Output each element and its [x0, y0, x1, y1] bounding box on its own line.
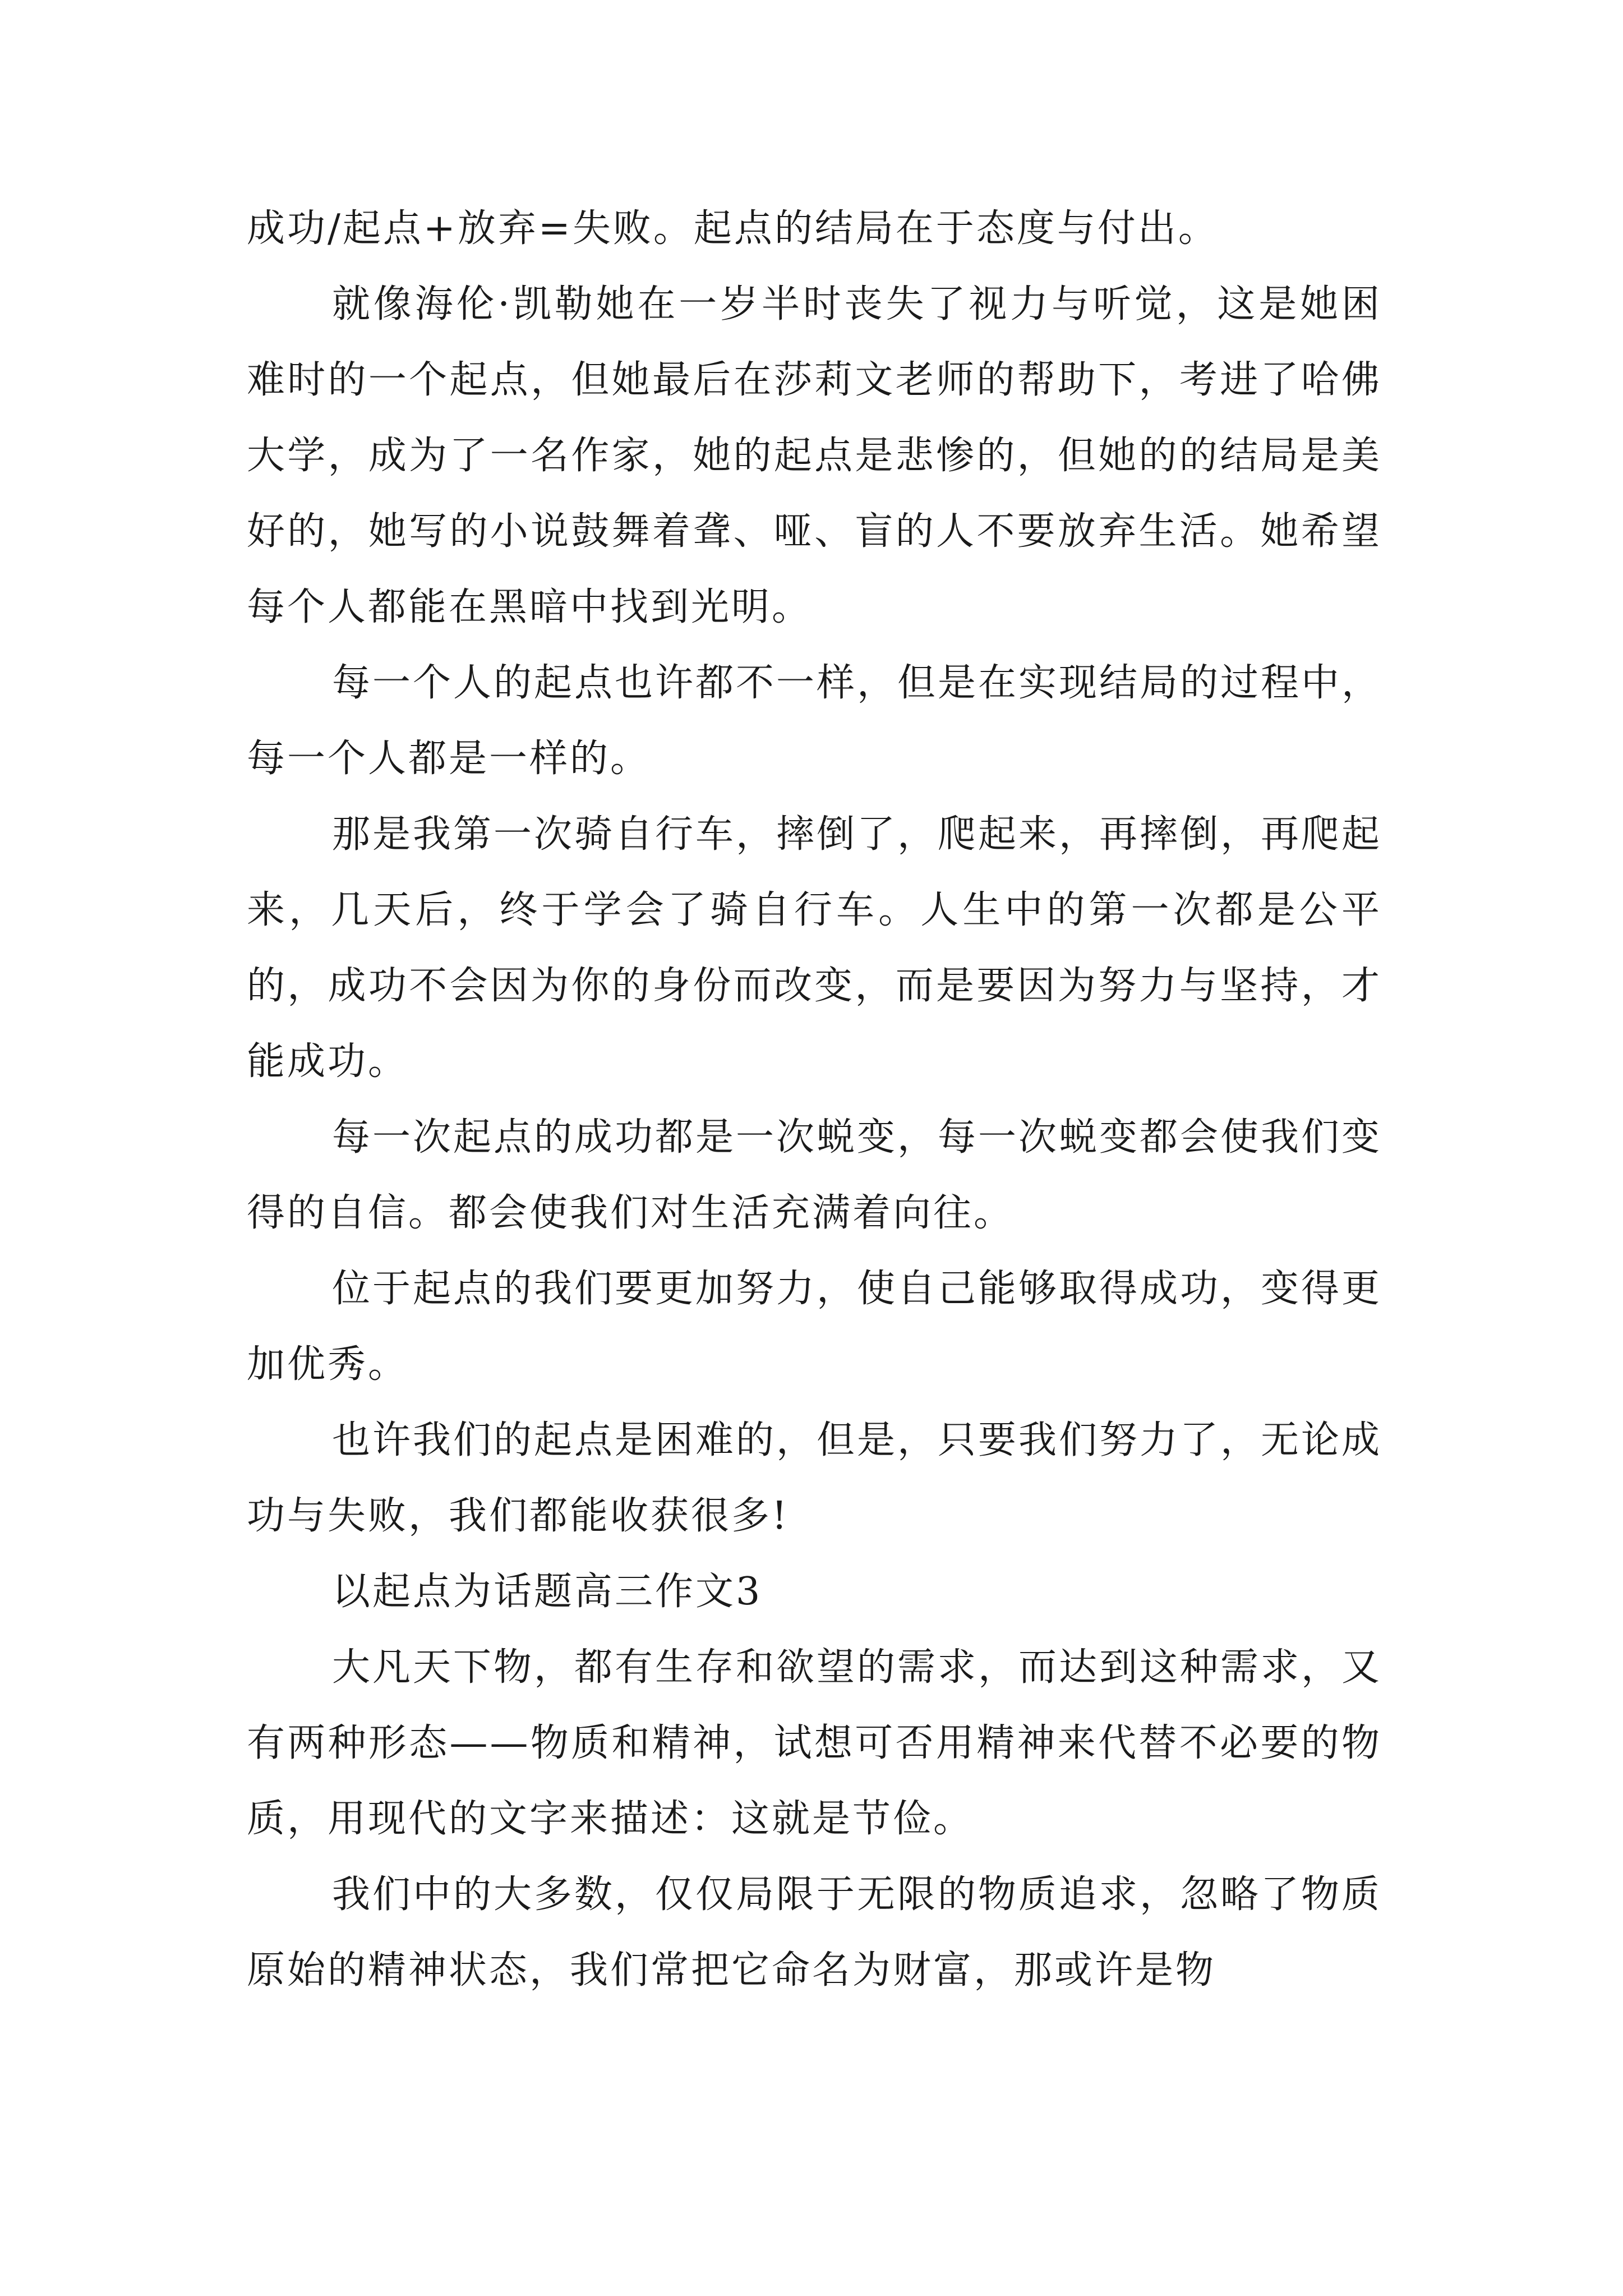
paragraph: 成功/起点+放弃=失败。起点的结局在于态度与付出。: [247, 206, 1219, 251]
paragraph: 大凡天下物，都有生存和欲望的需求，而达到这种需求，又有两种形态——物质和精神，试想可否用精神来代替不必要的物质，用现代的文字来描述：这就是节俭。: [247, 1645, 1382, 1841]
paragraph: 每一个人的起点也许都不一样，但是在实现结局的过程中，每一个人都是一样的。: [247, 661, 1382, 781]
paragraph: 我们中的大多数，仅仅局限于无限的物质追求，忽略了物质原始的精神状态，我们常把它命名为财富，那或许是物: [247, 1872, 1382, 1993]
paragraph: 那是我第一次骑自行车，摔倒了，爬起来，再摔倒，再爬起来，几天后，终于学会了骑自行车。人生中的第一次都是公平的，成功不会因为你的身份而改变，而是要因为努力与坚持，才能成功。: [247, 812, 1382, 1084]
paragraph: 也许我们的起点是困难的，但是，只要我们努力了，无论成功与失败，我们都能收获很多!: [247, 1418, 1382, 1538]
paragraph: 每一次起点的成功都是一次蜕变，每一次蜕变都会使我们变得的自信。都会使我们对生活充满着向往。: [247, 1115, 1382, 1235]
paragraph: 就像海伦·凯勒她在一岁半时丧失了视力与听觉，这是她困难时的一个起点，但她最后在莎莉文老师的帮助下，考进了哈佛大学，成为了一名作家，她的起点是悲惨的，但她的的结局是美好的，她写的小说鼓舞着聋、哑、盲的人不要放弃生活。她希望每个人都能在黑暗中找到光明。: [247, 282, 1382, 629]
document-body: [247, 191, 1382, 2008]
section-heading: 以起点为话题高三作文3: [332, 1570, 763, 1614]
paragraph: 位于起点的我们要更加努力，使自己能够取得成功，变得更加优秀。: [247, 1267, 1382, 1387]
